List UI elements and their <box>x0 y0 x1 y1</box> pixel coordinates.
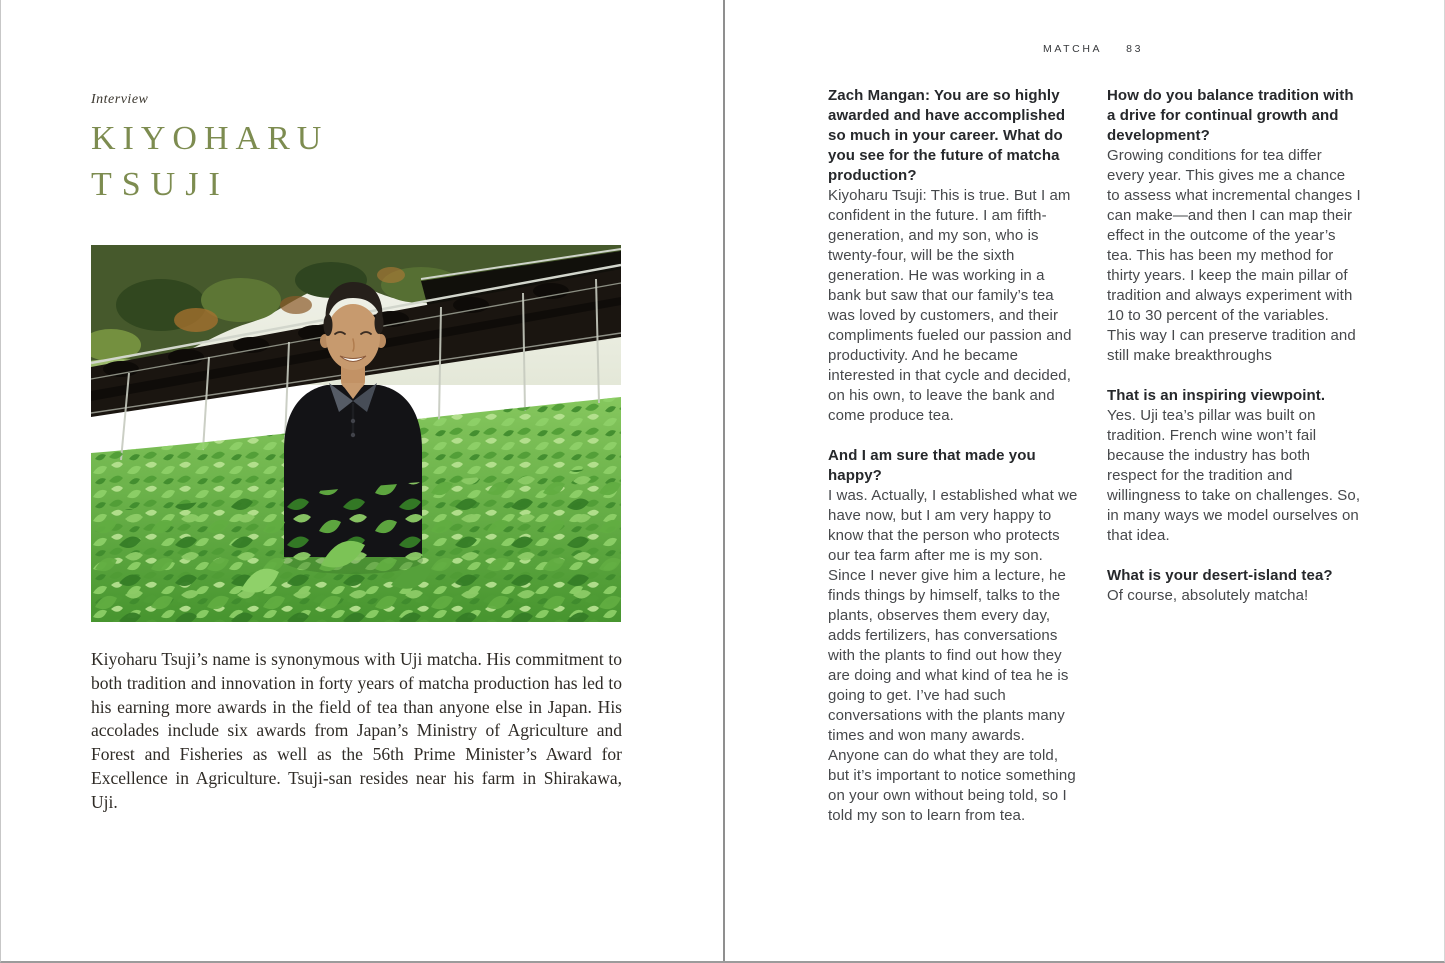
qa-block-4 <box>1107 386 1361 546</box>
interview-question: That is an inspiring viewpoint. <box>1107 387 1326 404</box>
bio-paragraph: Kiyoharu Tsuji’s name is synonymous with Uji matcha. His commitment to both tradition and innovation in forty years of matcha production has led to his earning more awards in the field of tea than anyone else in Japan. His accolades include six awards from Japan’s Ministry of Agriculture and Forest and Fisheries as well as the 56th Prime Minister’s Award for Excellence in Agriculture. Tsuji-san resides near his farm in Shirakawa, Uji. <box>91 649 622 812</box>
running-head-title: MATCHA <box>1043 43 1103 55</box>
interview-question: How do you balance tradition with a drive for continual growth and development? <box>1107 87 1354 144</box>
qa-block-2 <box>828 446 1078 826</box>
running-head <box>1043 43 1143 55</box>
page-gutter-divider <box>723 0 725 963</box>
kicker-label: Interview <box>91 92 149 107</box>
qa-block-3 <box>1107 86 1361 366</box>
qa-block-5 <box>1107 566 1361 606</box>
page-title <box>91 116 328 208</box>
interview-answer: I was. Actually, I established what we have now, but I am very happy to know that the person who protects our tea farm after me is my son. Since I never give him a lecture, he finds things by himself, talks to the plants, observes them every day, adds fertilizers, has conversations with the plants to find out how they are doing and what kind of tea he is going to get. I’ve had such conversations with the plants many times and won many awards. Anyone can do what they are told, but it’s important to notice something on your own without being told, so I told my son to learn from tea. <box>828 487 1078 824</box>
interview-answer: Kiyoharu Tsuji: This is true. But I am confident in the future. I am fifth-generation, and my son, who is twenty-four, will be the sixth generation. He was working in a bank but saw that our family’s tea was loved by customers, and their compliments fueled our passion and productivity. And he became interested in that cycle and decided, on his own, to leave the bank and come produce tea. <box>828 187 1072 424</box>
qa-block-1 <box>828 86 1078 426</box>
title-line-2: TSUJI <box>91 166 230 203</box>
tea-field-portrait-photo <box>91 245 621 622</box>
interview-answer: Of course, absolutely matcha! <box>1107 587 1309 604</box>
interview-answer: Yes. Uji tea’s pillar was built on tradition. French wine won’t fail because the industry has both respect for the tradition and willingness to take on challenges. So, in many ways we model ourselves on that idea. <box>1107 407 1361 544</box>
interview-question: Zach Mangan: You are so highly awarded and have accomplished so much in your career. What do you see for the future of matcha production? <box>828 87 1066 184</box>
interview-answer: Growing conditions for tea differ every year. This gives me a chance to assess what incremental changes I can make—and then I can map their effect in the outcome of the year’s tea. This has been my method for thirty years. I keep the main pillar of tradition and always experiment with 10 to 30 percent of the variables. This way I can preserve tradition and still make breakthroughs <box>1107 147 1361 364</box>
interview-column-1 <box>828 86 1078 826</box>
interview-question: What is your desert-island tea? <box>1107 567 1333 584</box>
interview-question: And I am sure that made you happy? <box>828 447 1036 484</box>
page-number: 83 <box>1126 43 1144 55</box>
interview-column-2 <box>1107 86 1361 606</box>
portrait-illustration <box>91 245 621 622</box>
title-line-1: KIYOHARU <box>91 120 329 157</box>
